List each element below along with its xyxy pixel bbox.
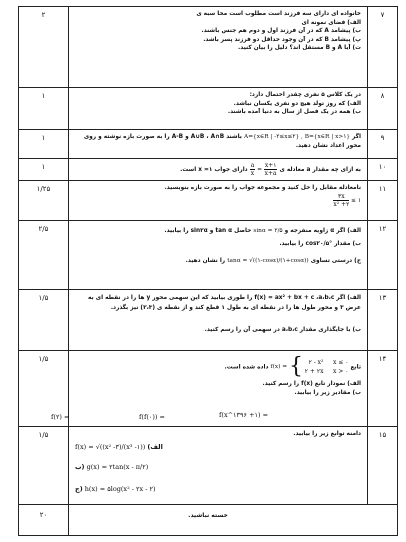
part-label: ب) xyxy=(75,463,85,471)
question-body xyxy=(69,290,367,350)
equation xyxy=(250,162,278,177)
question-row-12 xyxy=(19,221,397,290)
question-number: ۱۵ xyxy=(367,427,397,504)
question-number: ۹ xyxy=(367,130,397,158)
question-number: ۱۳ xyxy=(367,290,397,350)
question-score: ۱ xyxy=(19,159,69,180)
question-line: ت) آیا A و B مستقل اند؟ دلیل را بیان کنید. xyxy=(238,45,361,52)
domain-b xyxy=(75,463,148,471)
question-score: ۲/۵ xyxy=(19,221,69,289)
question-row-14 xyxy=(19,351,397,427)
question-text: به ازای چه مقدار a معادله ی xyxy=(279,167,361,173)
question-line xyxy=(75,133,361,142)
function-expression: g(x) = ۲tan(x - π/۲) xyxy=(86,463,149,471)
question-body xyxy=(69,159,367,180)
question-number: ۱۱ xyxy=(367,181,397,220)
question-score: ۱/۵ xyxy=(19,351,69,426)
question-body xyxy=(69,221,367,289)
question-score: ۱/۲۵ xyxy=(19,181,69,220)
question-line: ب) پیشامد A که در آن فرزند اول و دوم هم جنس باشند. xyxy=(201,28,361,35)
fraction-denominator: x+a xyxy=(264,170,277,177)
fraction xyxy=(333,193,349,208)
question-text: حاصل tan α و sin۲α را بیابید. xyxy=(164,228,252,234)
domain-c xyxy=(75,485,156,493)
domain-a xyxy=(75,443,163,451)
question-line: ب) با جایگذاری مقدار a،b،c در سهمی آن را رسم کنید. xyxy=(204,327,361,333)
question-row-13 xyxy=(19,290,397,351)
question-line: خانواده ای دارای سه فرزند است مطلوب است محا سبه ی xyxy=(196,11,361,17)
question-line: ب) مقدار cos۲۰/۵° را بیابید. xyxy=(279,241,361,247)
question-line: الف) که روز تولد هیچ دو نفری یکسان نباشد. xyxy=(233,100,361,107)
question-line: دامنه توابع زیر را بیابید. xyxy=(293,431,361,437)
question-score: ۱/۵ xyxy=(19,427,69,504)
footer-row xyxy=(19,505,397,535)
question-body xyxy=(69,88,367,129)
fraction-numerator: ۳x xyxy=(333,193,349,201)
question-text: ج) درستی تساوی xyxy=(310,258,361,264)
value-f2: f(۲) = xyxy=(51,413,70,421)
brace-icon: { xyxy=(288,354,303,379)
question-line xyxy=(75,250,361,272)
equals-sign: = xyxy=(257,167,262,173)
question-text: دارای جواب ۱= x است. xyxy=(180,167,248,173)
fraction-denominator: x² +۲ xyxy=(333,200,350,208)
question-text: داده شده است. xyxy=(224,364,269,371)
question-number: ۱۴ xyxy=(367,351,397,426)
question-line: الف) اگر f(x) = ax² + bx + c ،a،b،c را طوری بیابید که این سهمی محور y ها را در نقطه ای به xyxy=(88,295,361,301)
total-score: ۲۰ xyxy=(19,505,69,535)
fraction-denominator: x xyxy=(250,170,255,177)
question-line: ب) همه در یک فصل از سال به دنیا آمده باشند. xyxy=(227,109,361,116)
question-score: ۲ xyxy=(19,7,69,87)
part-label: (الف xyxy=(147,443,163,451)
function-expression: h(x) = ۵log(x² - ۲x - ۲) xyxy=(84,485,156,493)
question-score: ۱ xyxy=(19,88,69,129)
value-ff0: f(f(۰)) = xyxy=(139,413,165,421)
question-number: ۷ xyxy=(367,7,397,87)
part-label: ج) xyxy=(75,485,83,493)
question-line xyxy=(75,224,361,238)
case-condition: x ≤ ۰ xyxy=(333,358,349,366)
question-text: باشند A∪B ، A∩B و A-B را به صورت بازه نوشته و روی xyxy=(83,134,242,140)
case-expression: ۲ + ۲x xyxy=(304,367,324,375)
question-line: الف) نمودار تابع f(x) را رسم کنید. xyxy=(262,381,361,387)
fraction-numerator: x+۱ xyxy=(264,162,277,169)
question-row-9 xyxy=(19,130,397,159)
question-row-10 xyxy=(19,159,397,181)
sin-equation: sinα = ۲/۵ xyxy=(253,228,283,234)
question-line: عرض ۳ و محور طول ها را در نقطه ای به طول ۱ قطع کند و از نقطه ی (۲،۳) نیز بگذرد. xyxy=(110,305,361,311)
case-2 xyxy=(305,367,349,376)
question-text: را نشان دهید. xyxy=(185,258,226,264)
question-text: الف) اگر α زاویه منفرجه و xyxy=(284,228,361,234)
question-score: ۱/۵ xyxy=(19,290,69,350)
identity-equation: tanα = √((۱-cosα)/(۱+cosα)) xyxy=(227,258,309,264)
case-1 xyxy=(305,358,349,367)
question-line: ب) مقادیر زیر را بیابید. xyxy=(294,389,361,396)
question-line xyxy=(75,354,361,380)
question-line: در یک کلاس ۵ نفری چقدر احتمال دارد: xyxy=(249,92,361,98)
question-line xyxy=(75,162,361,177)
question-line: الف) فضای نمونه ای xyxy=(301,19,361,26)
question-body xyxy=(69,7,367,87)
function-name: f(x) = xyxy=(270,364,288,370)
value-fx1396: f(x^۱۳۹۶ +۱) = xyxy=(219,411,269,419)
inequality-expression xyxy=(333,193,361,209)
piecewise-function xyxy=(270,354,348,380)
question-row-15 xyxy=(19,427,397,505)
fraction-right xyxy=(264,162,278,177)
function-expression: f(x) = √((x² -۳)/(x³ -۱)) xyxy=(75,443,146,451)
question-row-8 xyxy=(19,88,397,130)
question-number: ۱۲ xyxy=(367,221,397,289)
closing-message: خسته نباشید. xyxy=(188,512,228,519)
question-line: پ) پیشامد B که در آن وجود حداقل دو فرزند پسر باشد. xyxy=(203,36,361,43)
question-body xyxy=(69,351,367,426)
exam-sheet xyxy=(18,6,398,536)
fraction-left xyxy=(250,162,256,177)
question-body xyxy=(69,130,367,158)
relation: ≤ ۱ xyxy=(351,197,361,204)
inequality xyxy=(75,193,361,210)
case-condition: x > ۰ xyxy=(333,367,349,375)
question-line: محور اعداد نشان دهید. xyxy=(295,142,361,149)
set-notation: A={x∈R | -۲≤x≤۲} , B={x∈R | x>۱} xyxy=(244,134,350,140)
case-expression: ۲ - x² xyxy=(308,358,324,366)
piecewise-cases xyxy=(305,358,349,376)
fraction-numerator: a xyxy=(250,162,255,169)
question-text: اگر xyxy=(352,134,361,140)
question-score: ۱ xyxy=(19,130,69,158)
question-body xyxy=(69,181,367,220)
question-number: ۱۰ xyxy=(367,159,397,180)
question-row-7 xyxy=(19,7,397,88)
question-number: ۸ xyxy=(367,88,397,129)
question-text: تابع xyxy=(350,364,361,371)
question-line: نامعادله مقابل را حل کنید و مجموعه جواب را به صورت بازه بنویسید. xyxy=(164,185,361,191)
question-row-11 xyxy=(19,181,397,221)
